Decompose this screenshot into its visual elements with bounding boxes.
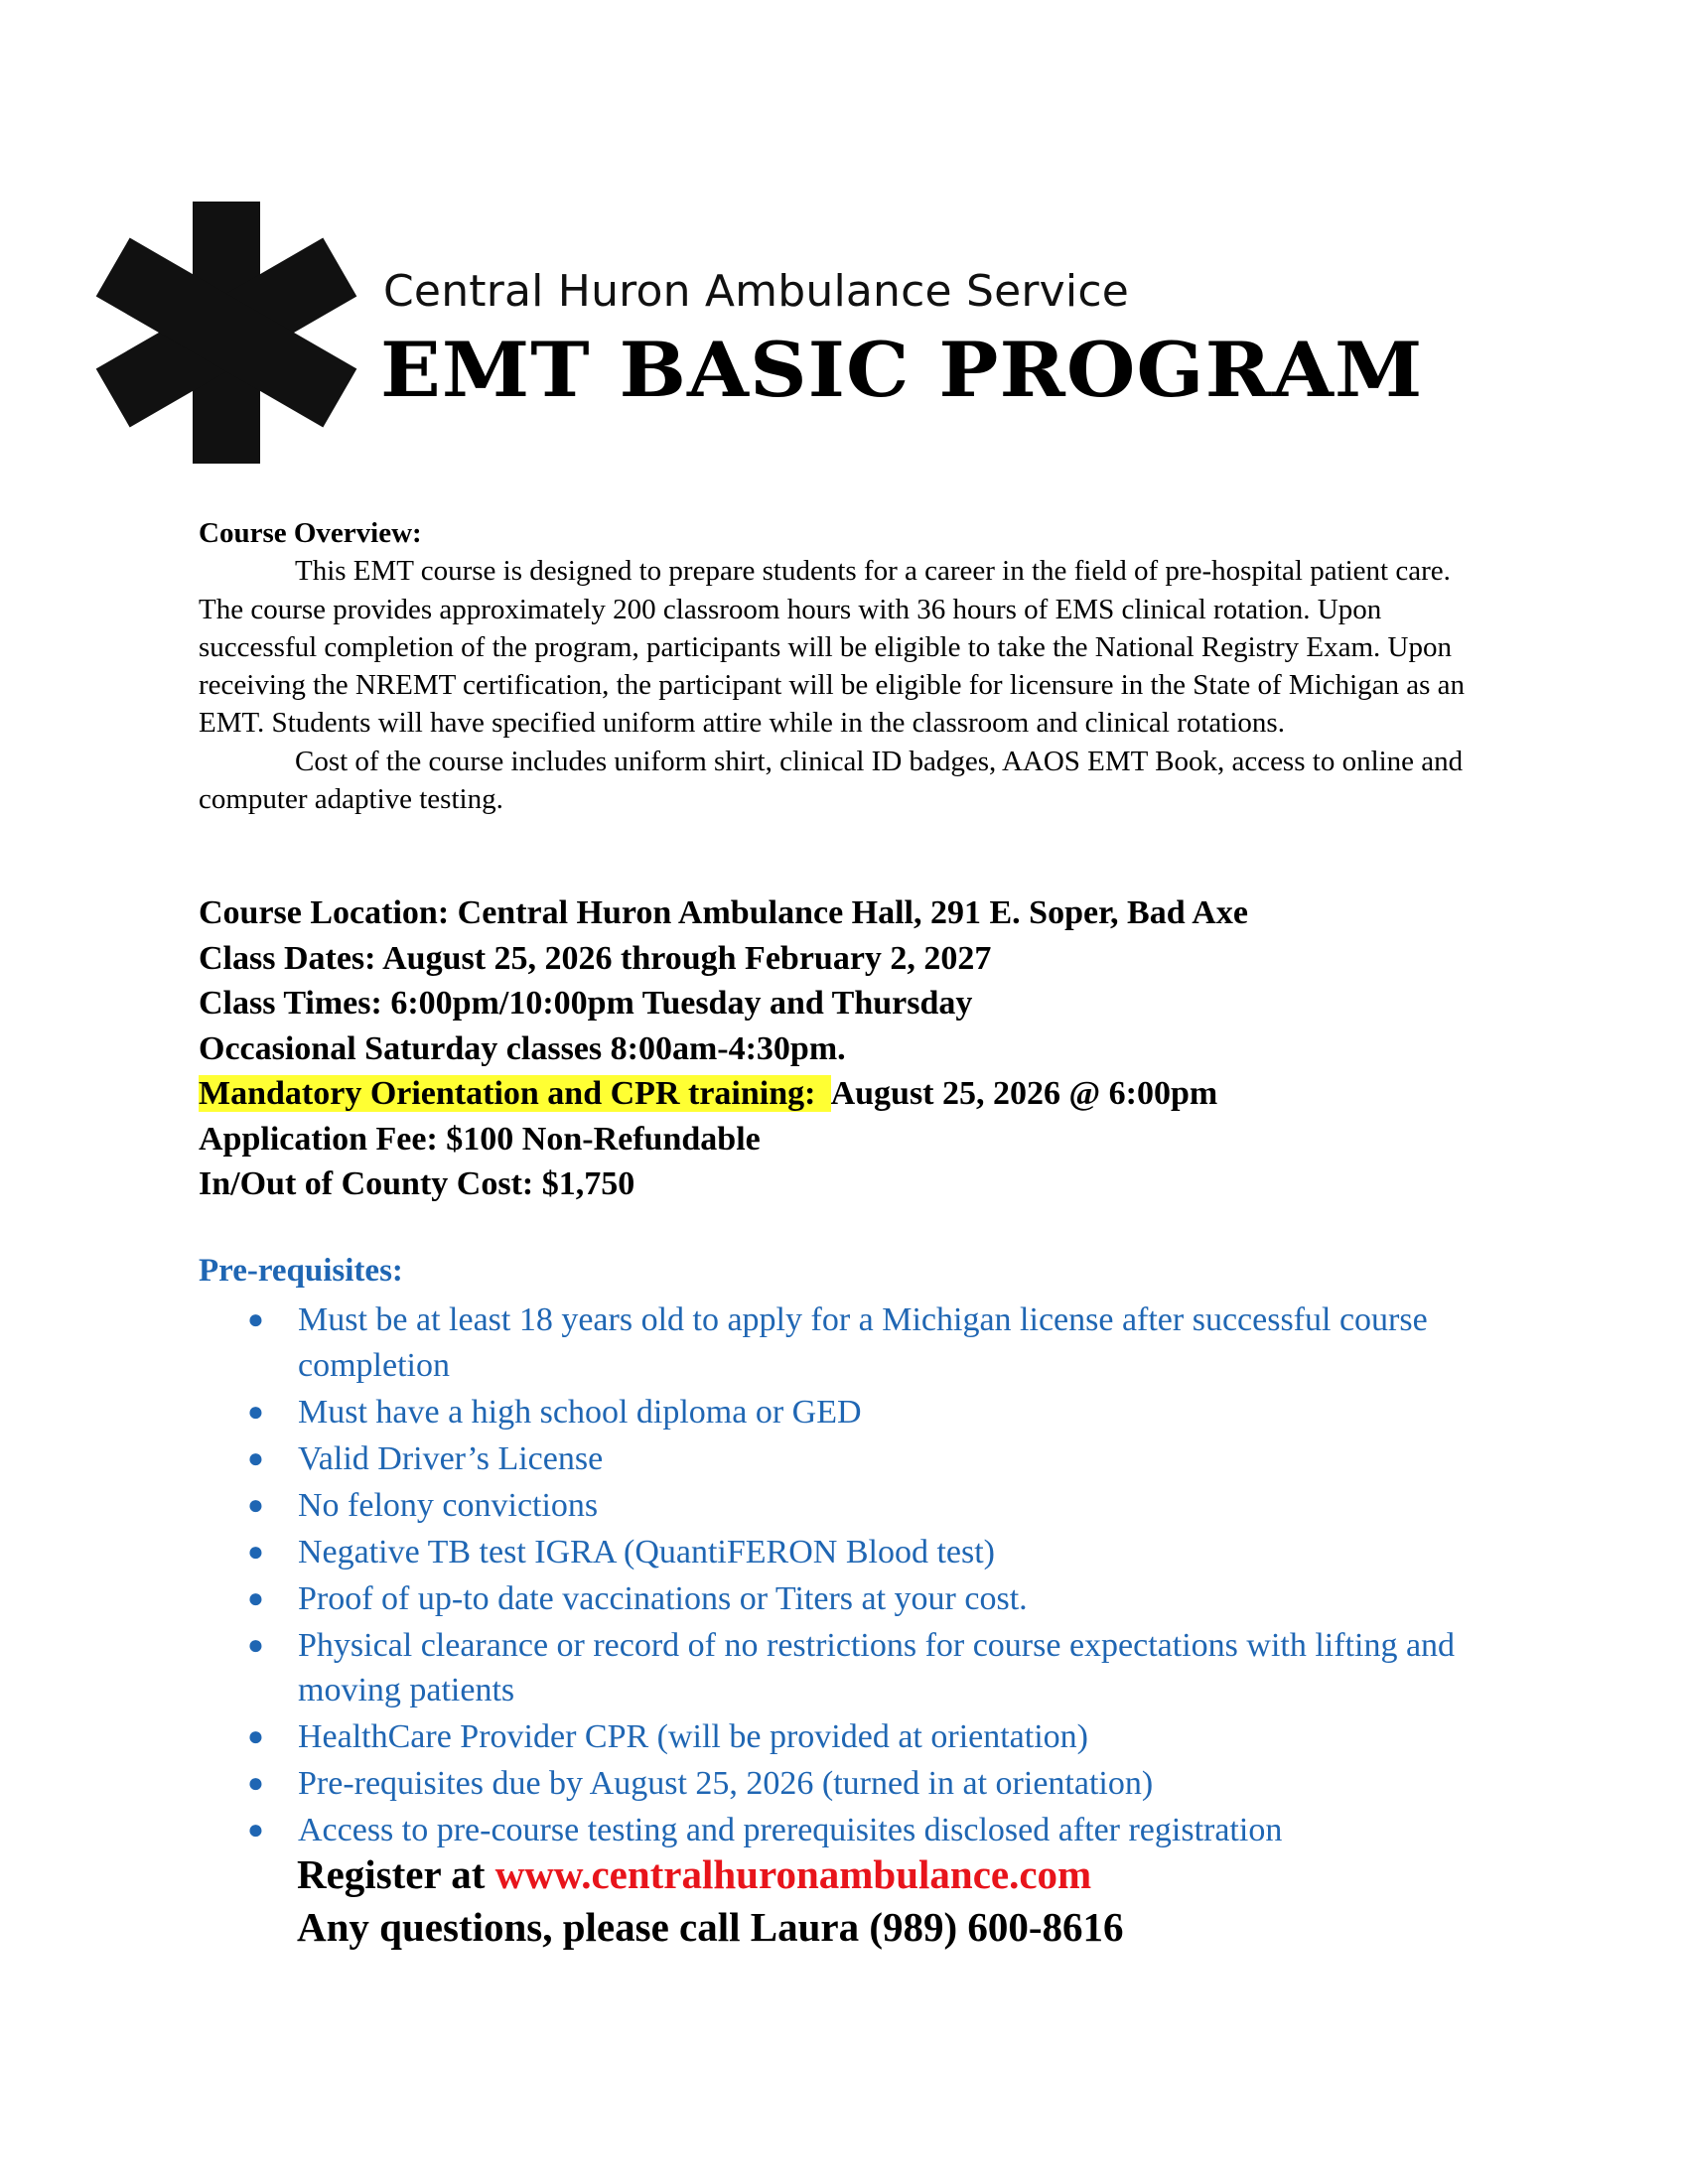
bullet-icon: ● — [247, 1721, 264, 1752]
class-times: Class Times: 6:00pm/10:00pm Tuesday and Thursday — [199, 985, 973, 1022]
bullet-icon: ● — [247, 1815, 264, 1845]
overview-heading: Course Overview: — [199, 517, 422, 549]
list-item: ● No felony convictions — [199, 1483, 1499, 1529]
bullet-icon: ● — [247, 1489, 264, 1521]
application-fee: Application Fee: $100 Non-Refundable — [199, 1120, 761, 1158]
org-name: Central Huron Ambulance Service — [383, 266, 1129, 317]
list-item: ● Must be at least 18 years old to apply for a Michigan license after successful course completion — [199, 1297, 1499, 1388]
saturday-classes: Occasional Saturday classes 8:00am-4:30pm. — [199, 1029, 846, 1067]
list-item: ● Pre-requisites due by August 25, 2026 (turned in at orientation) — [199, 1761, 1499, 1807]
class-dates: Class Dates: August 25, 2026 through February 2, 2027 — [199, 939, 992, 977]
bullet-icon: ● — [247, 1536, 264, 1568]
list-item: ● Physical clearance or record of no restrictions for course expectations with lifting and moving patients — [199, 1623, 1499, 1713]
list-item: ● Access to pre-course testing and prerequisites disclosed after registration — [199, 1808, 1499, 1853]
bullet-icon: ● — [247, 1396, 264, 1428]
orientation-date: August 25, 2026 @ 6:00pm — [830, 1075, 1218, 1112]
bullet-icon: ● — [247, 1304, 264, 1335]
register-url-link[interactable]: www.centralhuronambulance.com — [494, 1851, 1092, 1897]
bullet-icon: ● — [247, 1629, 264, 1661]
prerequisites — [199, 1248, 1499, 1854]
course-overview — [199, 514, 1489, 818]
bullet-icon: ● — [247, 1442, 264, 1474]
register-prefix: Register at — [297, 1851, 495, 1897]
orientation-row — [199, 1071, 1248, 1117]
questions-line: Any questions, please call Laura (989) 600-8616 — [297, 1904, 1124, 1950]
list-item: ● HealthCare Provider CPR (will be provided at orientation) — [199, 1714, 1499, 1760]
list-item: ● Proof of up-to date vaccinations or Titers at your cost. — [199, 1576, 1499, 1622]
overview-paragraph: Cost of the course includes uniform shirt, clinical ID badges, AAOS EMT Book, access to online and computer adaptive testing. — [199, 745, 1464, 816]
bullet-icon: ● — [247, 1582, 264, 1614]
county-cost: In/Out of County Cost: $1,750 — [199, 1165, 635, 1202]
prereq-heading: Pre-requisites: — [199, 1253, 403, 1289]
prereq-list — [199, 1297, 1499, 1853]
overview-paragraph: This EMT course is designed to prepare students for a career in the field of pre-hospital patient care. The course provides approximately 200 classroom hours with 36 hours of EMS clinical rotation. Upon successful completion of the program, participants will be eligible to take the National Registry Exam. Upon receiving the NREMT certification, the participant will be eligible for licensure in the State of Michigan as an EMT. Students will have specified uniform attire while in the classroom and clinical rotations. — [199, 555, 1466, 740]
bullet-icon: ● — [247, 1768, 264, 1799]
star-of-life-eagle-flag-icon — [85, 199, 367, 467]
list-item: ● Valid Driver’s License — [199, 1436, 1499, 1482]
course-details — [199, 890, 1248, 1207]
list-item: ● Negative TB test IGRA (QuantiFERON Blood test) — [199, 1530, 1499, 1575]
register-line — [297, 1848, 1124, 1901]
list-item: ● Must have a high school diploma or GED — [199, 1390, 1499, 1435]
orientation-label: Mandatory Orientation and CPR training: — [199, 1075, 831, 1112]
program-title: EMT BASIC PROGRAM — [380, 326, 1424, 414]
course-location: Course Location: Central Huron Ambulance Hall, 291 E. Soper, Bad Axe — [199, 894, 1248, 931]
register-block — [297, 1848, 1124, 1954]
